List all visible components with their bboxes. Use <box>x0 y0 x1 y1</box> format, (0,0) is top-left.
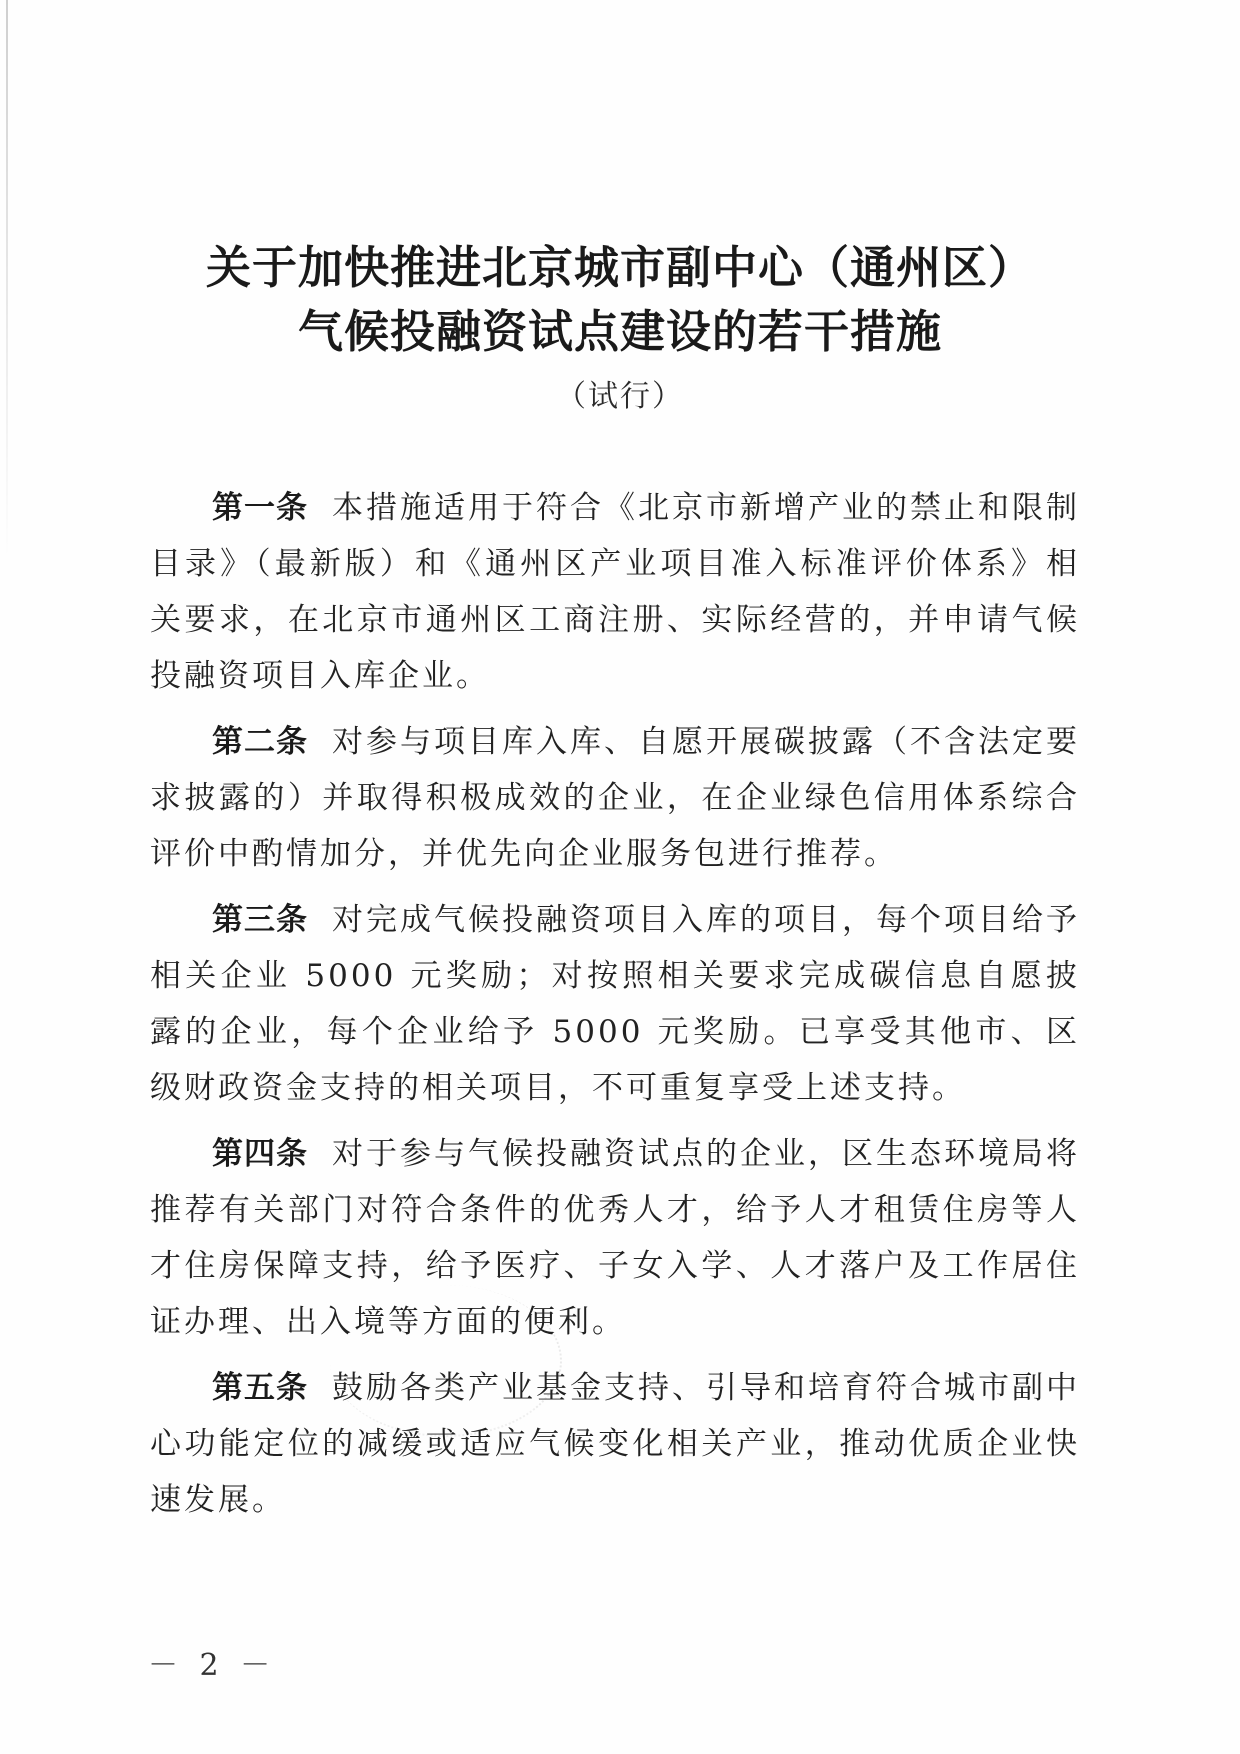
article-3-heading: 第三条 <box>212 902 308 938</box>
article-1 <box>150 480 1080 704</box>
article-4 <box>150 1126 1080 1350</box>
article-1-text: 本措施适用于符合《北京市新增产业的禁止和限制目录》（最新版）和《通州区产业项目准入标准评价体系》相关要求，在北京市通州区工商注册、实际经营的，并申请气候投融资项目入库企业。 <box>150 490 1080 694</box>
subtitle: （试行） <box>556 379 684 414</box>
article-2-text: 对参与项目库入库、自愿开展碳披露（不含法定要求披露的）并取得积极成效的企业，在企业绿色信用体系综合评价中酌情加分，并优先向企业服务包进行推荐。 <box>150 724 1080 872</box>
article-5-text: 鼓励各类产业基金支持、引导和培育符合城市副中心功能定位的减缓或适应气候变化相关产业，推动优质企业快速发展。 <box>150 1370 1080 1518</box>
article-3 <box>150 892 1080 1116</box>
article-4-text: 对于参与气候投融资试点的企业，区生态环境局将推荐有关部门对符合条件的优秀人才，给予人才租赁住房等人才住房保障支持，给予医疗、子女入学、人才落户及工作居住证办理、出入境等方面的便利。 <box>150 1136 1080 1340</box>
page-number: － 2 － <box>148 1648 277 1683</box>
title-line-2: 气候投融资试点建设的若干措施 <box>297 305 942 358</box>
title-line-1: 关于加快推进北京城市副中心（通州区） <box>205 241 1034 294</box>
article-4-heading: 第四条 <box>212 1136 308 1172</box>
title-block <box>0 236 1240 418</box>
article-3-text: 对完成气候投融资项目入库的项目，每个项目给予相关企业 5000 元奖励；对按照相关要求完成碳信息自愿披露的企业，每个企业给予 5000 元奖励。已享受其他市、区级财政资金支持的相关项目，不可重复享受上述支持。 <box>150 902 1080 1106</box>
article-2 <box>150 714 1080 882</box>
article-2-heading: 第二条 <box>212 724 308 760</box>
article-5-heading: 第五条 <box>212 1370 308 1406</box>
document-body <box>150 480 1080 1538</box>
article-1-heading: 第一条 <box>212 490 308 526</box>
article-5 <box>150 1360 1080 1528</box>
